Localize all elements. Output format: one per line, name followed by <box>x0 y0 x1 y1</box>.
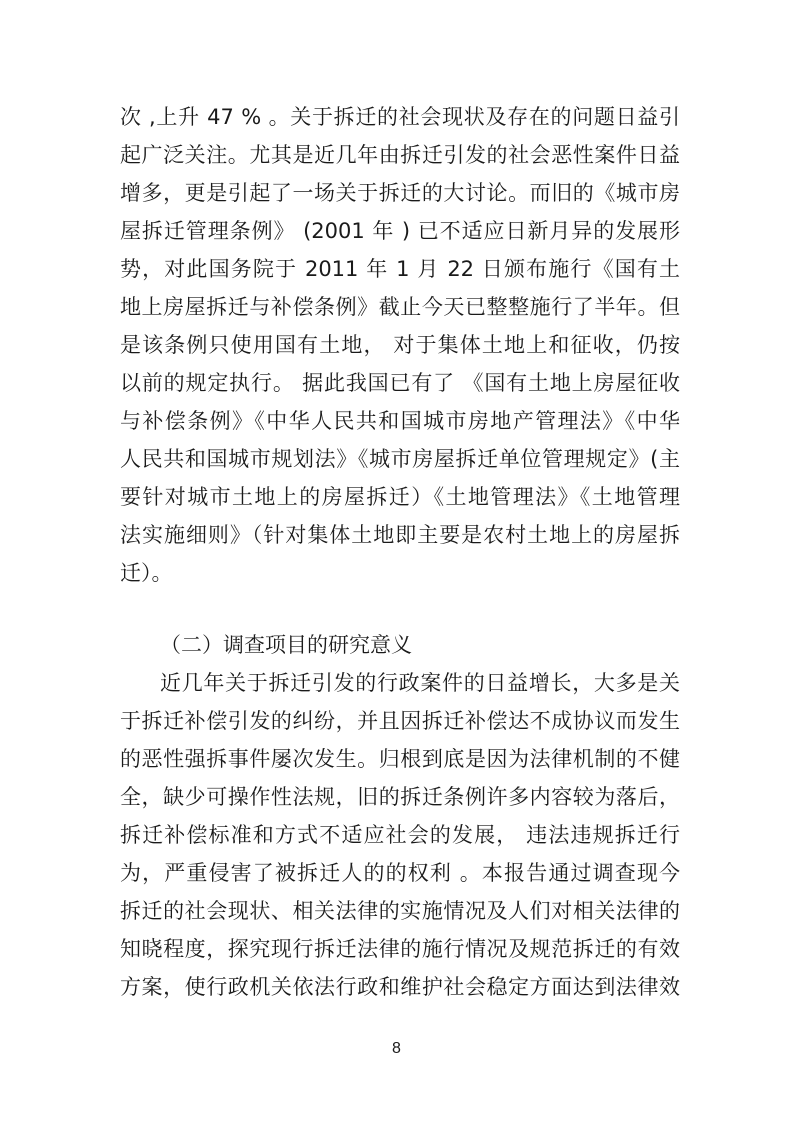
paragraph-1-line: 地上房屋拆迁与补偿条例》截止今天已整整施行了半年。但 <box>120 295 680 319</box>
paragraph-1-line: 以前的规定执行。 据此我国已有了 《国有土地上房屋征收 <box>120 371 680 395</box>
paragraph-1-line: 法实施细则》（针对集体土地即主要是农村土地上的房屋拆 <box>120 523 680 547</box>
paragraph-1-line: 人民共和国城市规划法》《城市房屋拆迁单位管理规定》(主 <box>120 447 680 471</box>
page-number: 8 <box>392 1040 401 1057</box>
paragraph-1-line: 增多，更是引起了一场关于拆迁的大讨论。而旧的《城市房 <box>120 181 680 205</box>
paragraph-1-line: 与补偿条例》《中华人民共和国城市房地产管理法》《中华 <box>120 409 680 433</box>
paragraph-2-line: 的恶性强拆事件屡次发生。归根到底是因为法律机制的不健 <box>120 747 680 771</box>
paragraph-2-line: 为，严重侵害了被拆迁人的的权利 。本报告通过调查现今 <box>120 861 680 885</box>
paragraph-1-line: 起广泛关注。尤其是近几年由拆迁引发的社会恶性案件日益 <box>120 143 680 167</box>
paragraph-1-line: 屋拆迁管理条例》 (2001 年 ) 已不适应日新月异的发展形 <box>120 219 680 243</box>
section-heading: （二）调查项目的研究意义 <box>160 633 412 657</box>
paragraph-1-line: 是该条例只使用国有土地， 对于集体土地上和征收，仍按 <box>120 333 680 357</box>
paragraph-1-line: 迁）。 <box>120 561 173 585</box>
paragraph-1-line: 势，对此国务院于 2011 年 1 月 22 日颁布施行《国有土 <box>120 257 680 281</box>
paragraph-2-line: 知晓程度，探究现行拆迁法律的施行情况及规范拆迁的有效 <box>120 937 680 961</box>
paragraph-2-line: 拆迁补偿标准和方式不适应社会的发展， 违法违规拆迁行 <box>120 823 680 847</box>
paragraph-2-line: 拆迁的社会现状、相关法律的实施情况及人们对相关法律的 <box>120 899 680 923</box>
paragraph-2-line: 方案，使行政机关依法行政和维护社会稳定方面达到法律效 <box>120 975 680 999</box>
paragraph-1-line: 要针对城市土地上的房屋拆迁）《土地管理法》《土地管理 <box>120 485 680 509</box>
paragraph-2-line: 全，缺少可操作性法规，旧的拆迁条例许多内容较为落后， <box>120 785 680 809</box>
paragraph-2-line: 于拆迁补偿引发的纠纷，并且因拆迁补偿达不成协议而发生 <box>120 709 680 733</box>
paragraph-2-line: 近几年关于拆迁引发的行政案件的日益增长，大多是关 <box>160 671 680 695</box>
paragraph-1-line: 次 ,上升 47 % 。关于拆迁的社会现状及存在的问题日益引 <box>120 105 680 129</box>
